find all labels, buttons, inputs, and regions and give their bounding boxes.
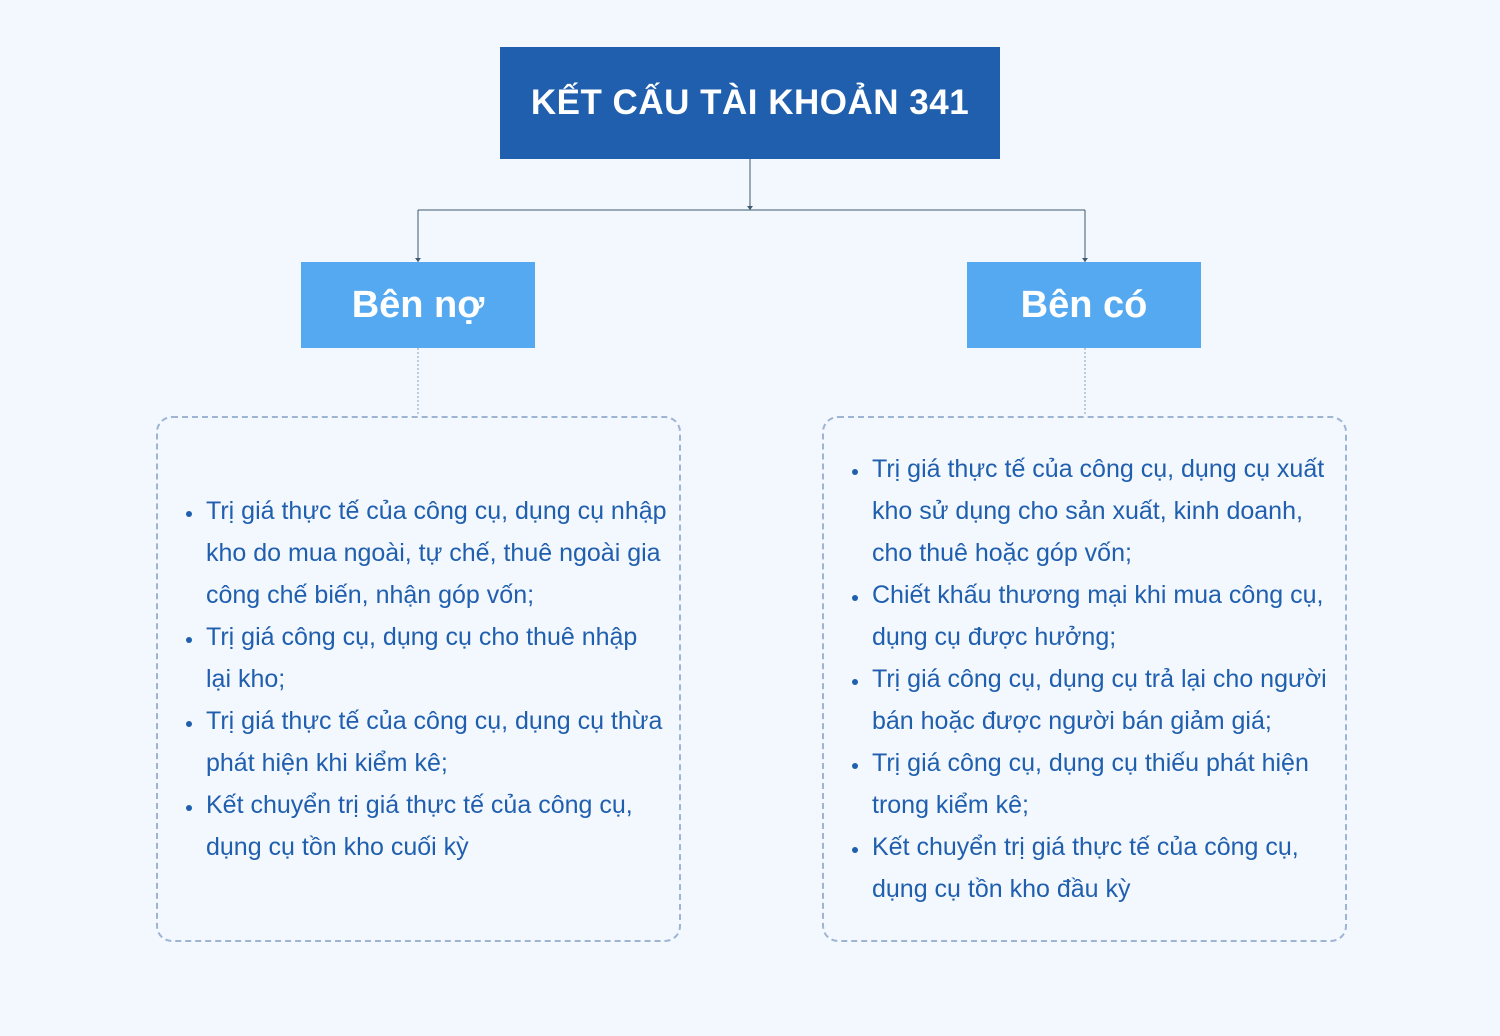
debit-item: • Trị giá thực tế của công cụ, dụng cụ nhập kho do mua ngoài, tự chế, thuê ngoài gia công chế biến, nhận góp vốn; (204, 490, 667, 616)
title-box (500, 47, 1000, 159)
credit-item: • Trị giá công cụ, dụng cụ thiếu phát hiện trong kiểm kê; (870, 742, 1333, 826)
credit-item: • Trị giá công cụ, dụng cụ trả lại cho người bán hoặc được người bán giảm giá; (870, 658, 1333, 742)
debit-content-box (156, 416, 681, 942)
credit-list (824, 448, 1345, 910)
heading-debit-label: Bên nợ (351, 283, 485, 326)
diagram-title: KẾT CẤU TÀI KHOẢN 341 (530, 83, 970, 122)
heading-credit-label: Bên có (1020, 283, 1148, 326)
credit-content-box (822, 416, 1347, 942)
debit-list (158, 490, 679, 868)
heading-credit (967, 262, 1201, 348)
debit-item: • Kết chuyển trị giá thực tế của công cụ, dụng cụ tồn kho cuối kỳ (204, 784, 667, 868)
credit-item: • Trị giá thực tế của công cụ, dụng cụ xuất kho sử dụng cho sản xuất, kinh doanh, cho thuê hoặc góp vốn; (870, 448, 1333, 574)
debit-item: • Trị giá thực tế của công cụ, dụng cụ thừa phát hiện khi kiểm kê; (204, 700, 667, 784)
credit-item: • Chiết khấu thương mại khi mua công cụ, dụng cụ được hưởng; (870, 574, 1333, 658)
arrow-title-stem (747, 206, 753, 210)
heading-debit (301, 262, 535, 348)
debit-item: • Trị giá công cụ, dụng cụ cho thuê nhập lại kho; (204, 616, 667, 700)
credit-item: • Kết chuyển trị giá thực tế của công cụ, dụng cụ tồn kho đầu kỳ (870, 826, 1333, 910)
